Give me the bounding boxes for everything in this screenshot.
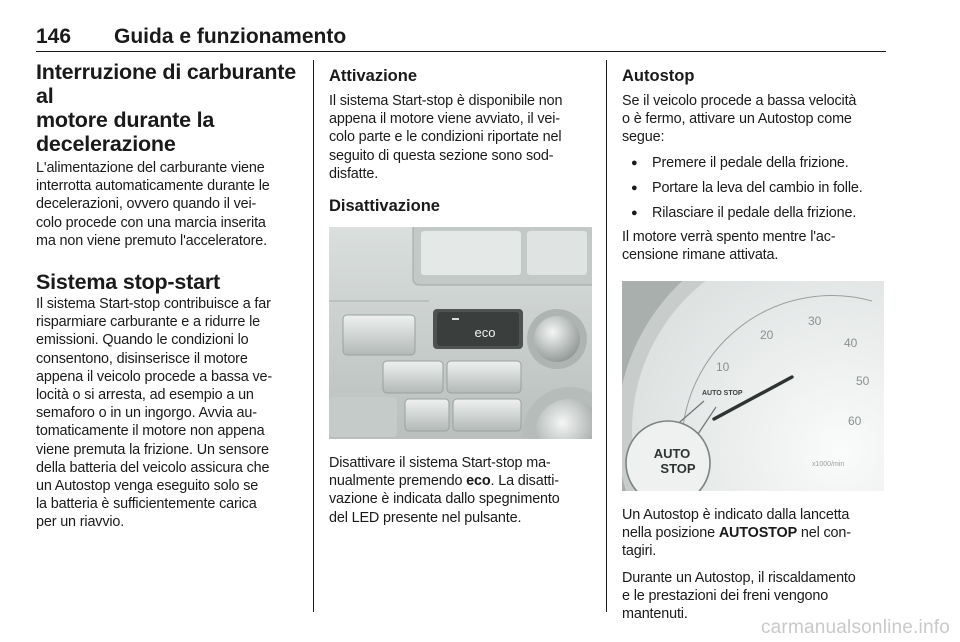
tick-30: 30 bbox=[808, 314, 822, 329]
tick-10: 10 bbox=[716, 360, 730, 375]
autostop-keyword: AUTOSTOP bbox=[718, 525, 798, 542]
watermark: carmanualsonline.info bbox=[760, 617, 950, 638]
eco-button-photo bbox=[329, 227, 592, 439]
heading-autostop: Autostop bbox=[622, 67, 695, 85]
tick-20: 20 bbox=[760, 328, 774, 343]
column-divider-2 bbox=[606, 60, 607, 612]
paragraph-deactivation: Disattivare il sistema Start-stop ma- nualmente premendo eco. La disatti- vazione è indicata dallo spegnimento del LED presente nel pulsante. bbox=[329, 455, 560, 526]
paragraph-fuel-cutoff: L'alimentazione del carburante viene interrotta automaticamente durante le decelerazioni, ovvero quando il vei- colo procede con una marcia inserita ma non viene premuto l'acceleratore. bbox=[36, 160, 270, 249]
tachometer-photo bbox=[622, 281, 884, 491]
heading-start-stop: Sistema stop-start bbox=[36, 270, 220, 295]
list-item: ● Portare la leva del cambio in folle. bbox=[622, 179, 886, 197]
page-number: 146 bbox=[36, 25, 72, 48]
paragraph-start-stop: Il sistema Start-stop contribuisce a far risparmiare carburante e a ridurre le emissioni. Quando le condizioni lo consentono, disinserisce il motore appena il veicolo procede a bassa ve- locità o si arresta, ad esempio a un semaforo o in un ingorgo. Avvia au- tomaticamente il motore non appena viene premuta la frizione. Un sensore della batteria del veicolo assicura che un Autostop venga eseguito solo se la batteria è sufficientemente carica per un riavvio. bbox=[36, 296, 273, 531]
tick-60: 60 bbox=[848, 414, 862, 429]
tick-40: 40 bbox=[844, 336, 858, 351]
paragraph-autostop-indicator: Un Autostop è indicato dalla lancetta nella posizione AUTOSTOP nel con- tagiri. bbox=[622, 507, 851, 560]
callout-line1: AUTO bbox=[653, 446, 691, 462]
heading-activation: Attivazione bbox=[329, 67, 418, 85]
tick-50: 50 bbox=[856, 374, 870, 389]
page-header bbox=[36, 22, 886, 52]
paragraph-autostop-intro: Se il veicolo procede a bassa velocità o è fermo, attivare un Autostop come segue: bbox=[622, 93, 857, 146]
photo-eco-label: eco bbox=[474, 325, 496, 341]
column-divider-1 bbox=[313, 60, 314, 612]
paragraph-autostop-heating: Durante un Autostop, il riscaldamento e le prestazioni dei freni vengono mantenuti. bbox=[622, 569, 856, 623]
column-middle bbox=[329, 60, 592, 527]
list-item: ● Premere il pedale della frizione. bbox=[622, 154, 886, 172]
column-left bbox=[36, 60, 300, 532]
autostop-steps bbox=[622, 154, 886, 222]
callout-line2: STOP bbox=[660, 461, 696, 477]
gauge-autostop-mark: AUTO STOP bbox=[702, 390, 743, 398]
eco-keyword: eco bbox=[466, 473, 491, 490]
column-right bbox=[622, 60, 886, 623]
section-title: Guida e funzionamento bbox=[114, 25, 347, 48]
list-item: ● Rilasciare il pedale della frizione. bbox=[622, 204, 886, 222]
paragraph-activation: Il sistema Start-stop è disponibile non appena il motore viene avviato, il vei- colo parte e le condizioni riportate nel seguito di questa sezione sono sod- disfatte. bbox=[329, 93, 563, 182]
paragraph-engine-off: Il motore verrà spento mentre l'ac- censione rimane attivata. bbox=[622, 228, 836, 263]
heading-deactivation: Disattivazione bbox=[329, 197, 440, 216]
gauge-unit: x1000/min bbox=[812, 461, 845, 469]
led-indicator bbox=[452, 318, 459, 320]
heading-fuel-cutoff: Interruzione di carburante al motore durante la decelerazione bbox=[36, 60, 297, 156]
